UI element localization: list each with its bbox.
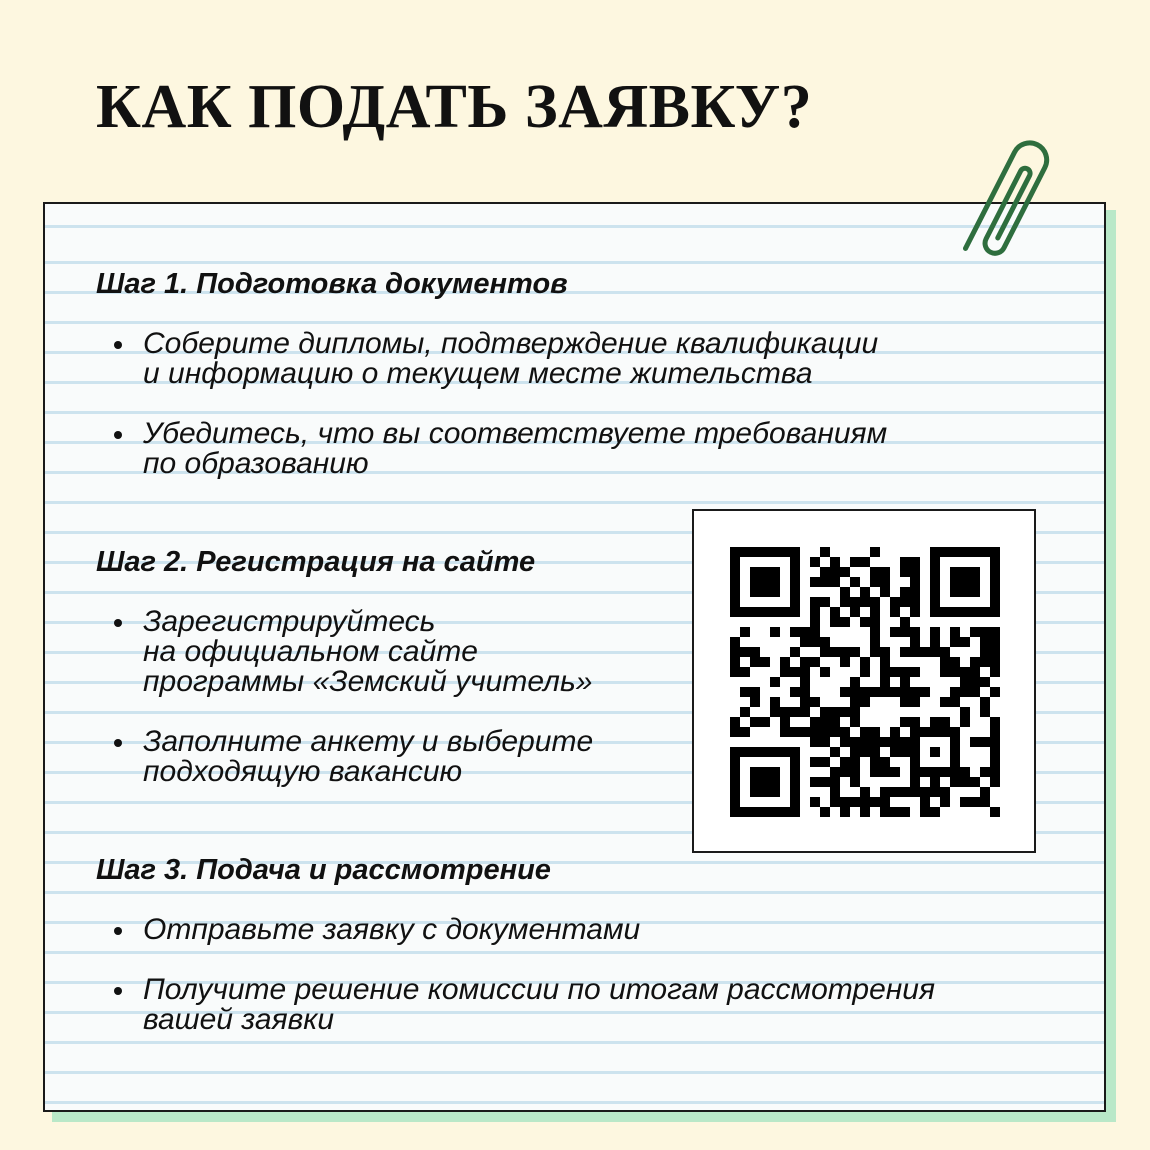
list-item-line: Соберите дипломы, подтверждение квалификации (143, 327, 879, 360)
bullet-icon (114, 927, 122, 935)
list-item (110, 727, 593, 787)
list-item (110, 915, 935, 945)
step-3-title: Шаг 3. Подача и рассмотрение (96, 854, 551, 886)
step-1-title: Шаг 1. Подготовка документов (96, 268, 568, 300)
list-item (110, 329, 887, 389)
step-3-list (110, 915, 935, 1035)
list-item-line: подходящую вакансию (143, 755, 463, 788)
bullet-icon (114, 987, 122, 995)
list-item (110, 975, 935, 1035)
list-item-line: вашей заявки (143, 1003, 335, 1036)
list-item-line: и информацию о текущем месте жительства (143, 357, 813, 390)
list-item-line: программы «Земский учитель» (143, 665, 593, 698)
list-item-line: Убедитесь, что вы соответствуете требованиям (143, 417, 888, 450)
step-2-list (110, 607, 593, 787)
list-item-line: Отправьте заявку с документами (143, 913, 641, 946)
page-title: КАК ПОДАТЬ ЗАЯВКУ? (96, 73, 813, 141)
list-item (110, 607, 593, 697)
qr-code-icon[interactable] (730, 547, 1000, 817)
list-item-line: на официальном сайте (143, 635, 478, 668)
paperclip-icon (952, 120, 1062, 280)
step-1-list (110, 329, 887, 479)
bullet-icon (114, 619, 122, 627)
bullet-icon (114, 341, 122, 349)
step-2-title: Шаг 2. Регистрация на сайте (96, 546, 536, 578)
list-item-line: Заполните анкету и выберите (143, 725, 594, 758)
list-item-line: Получите решение комиссии по итогам рассмотрения (143, 973, 935, 1006)
qr-code-frame[interactable] (692, 509, 1036, 853)
bullet-icon (114, 431, 122, 439)
list-item (110, 419, 887, 479)
list-item-line: Зарегистрируйтесь (143, 605, 436, 638)
bullet-icon (114, 739, 122, 747)
list-item-line: по образованию (143, 447, 369, 480)
